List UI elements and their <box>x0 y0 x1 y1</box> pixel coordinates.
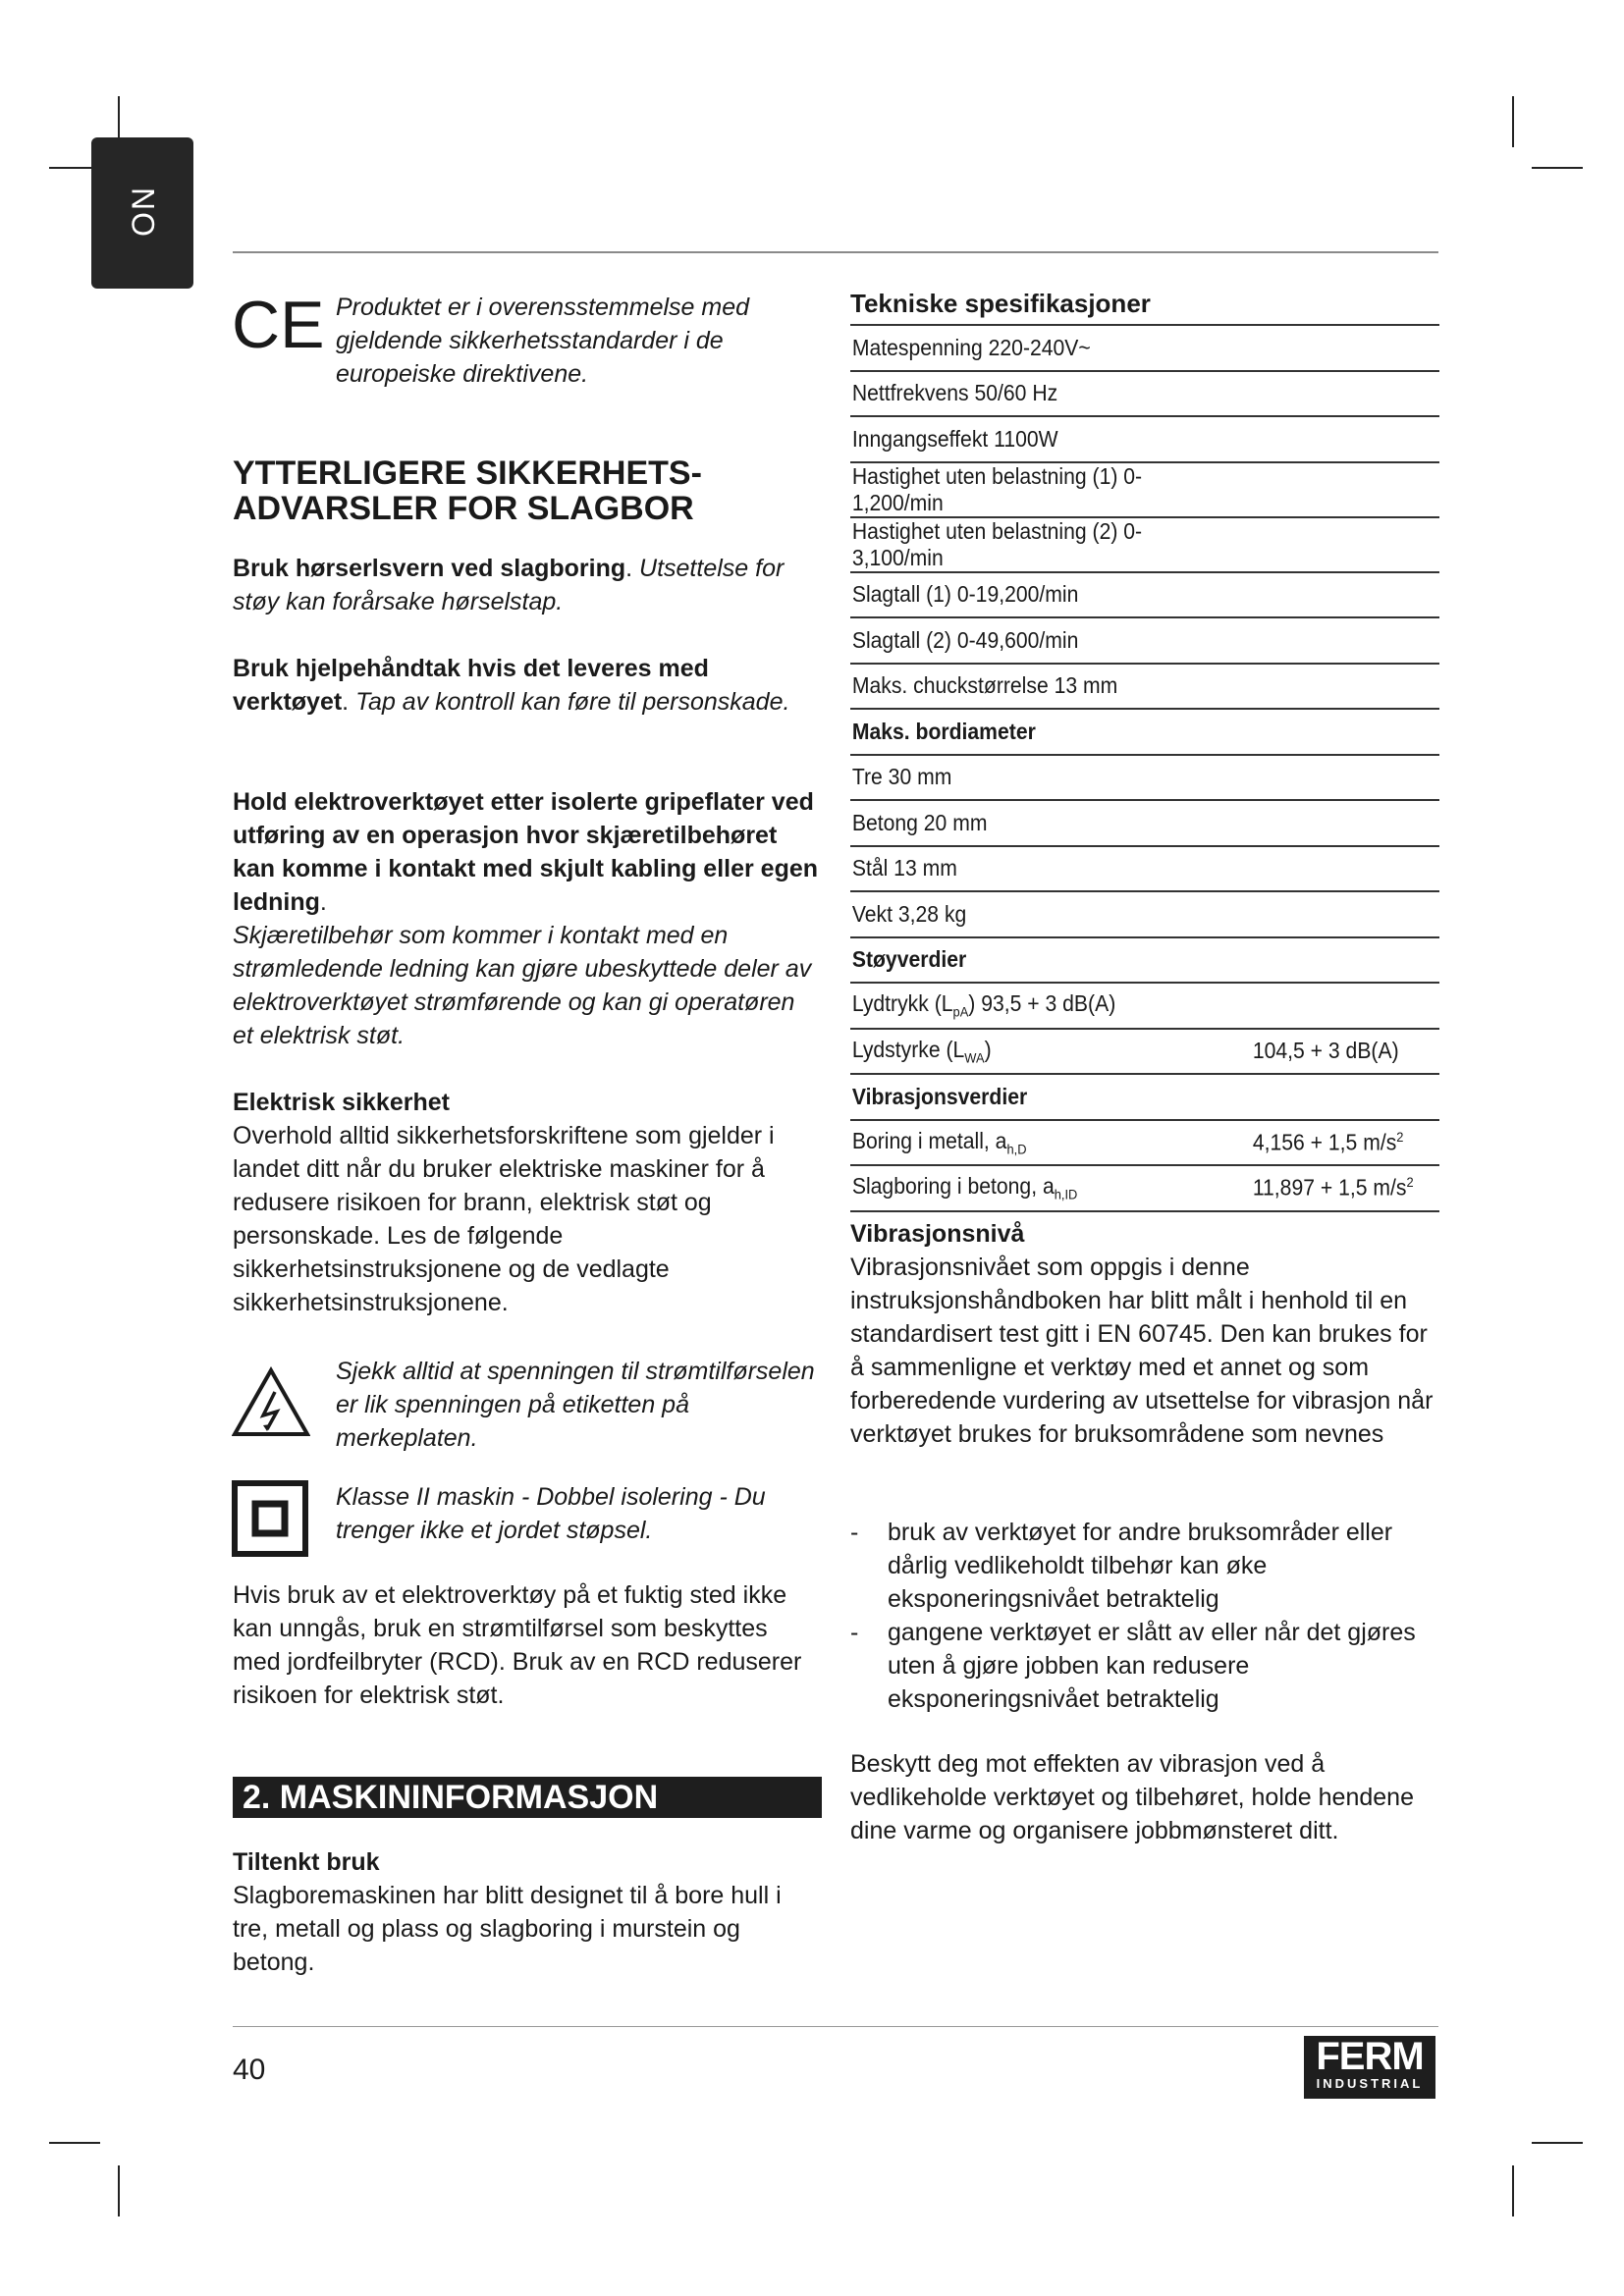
spec-label <box>850 617 1218 664</box>
spec-value <box>1251 617 1425 664</box>
section-heading: YTTERLIGERE SIKKERHETS- ADVARSLER FOR SLAGBOR <box>233 454 702 527</box>
crop-mark <box>1532 2142 1583 2144</box>
spec-label <box>850 371 1218 417</box>
aux-handle-paragraph <box>233 652 822 719</box>
rcd-paragraph: Hvis bruk av et elektroverktøy på et fuktig sted ikke kan unngås, bruk en strømtilførsel som beskyttes med jordfeilbryter (RCD). Bruk av en RCD reduserer risikoen for elektrisk støt. <box>233 1581 802 1709</box>
hearing-protection-italic: Utsettelse for støy kan forårsake hørselstap. <box>233 555 785 615</box>
spec-subscript: h,D <box>1006 1141 1027 1157</box>
spec-row <box>850 1074 1439 1120</box>
spec-row <box>850 800 1439 846</box>
spec-label <box>850 416 1218 462</box>
intended-use-block <box>233 1845 822 1979</box>
spec-label-text: Lydstyrke (L <box>851 1036 965 1062</box>
spec-label-text: Slagtall (2) 0-49,600/min <box>851 626 1079 653</box>
spec-value <box>1251 709 1425 755</box>
logo-sub: INDUSTRIAL <box>1316 2076 1424 2091</box>
spec-label-text: Hastighet uten belastning (2) 0-3,100/min <box>851 517 1143 570</box>
insulated-grip-bold: Hold elektroverktøyet etter isolerte gripeflater ved utføring av en operasjon hvor skjæretilbehøret kan komme i kontakt med skjult kabling eller egen ledning <box>233 788 819 916</box>
language-tab <box>91 137 193 289</box>
spec-label <box>850 517 1218 572</box>
electric-warning-icon <box>232 1366 310 1437</box>
spec-value <box>1251 517 1425 572</box>
list-item <box>850 1616 1439 1713</box>
voltage-note: Sjekk alltid at spenningen til strømtilførselen er lik spenningen på etiketten på merkeplaten. <box>336 1358 815 1452</box>
list-item <box>850 1516 1439 1613</box>
spec-row <box>850 1165 1439 1211</box>
vibration-protect-text: Beskytt deg mot effekten av vibrasjon ved å vedlikeholde verktøyet og tilbehøret, holde hendene dine varme og organisere jobbmønsteret ditt. <box>850 1750 1414 1844</box>
spec-label <box>850 937 1218 984</box>
spec-row <box>850 846 1439 892</box>
spec-value <box>1251 462 1425 517</box>
spec-label-text: Vekt 3,28 kg <box>851 900 967 927</box>
spec-label-text: Lydtrykk (L <box>851 990 953 1017</box>
spec-value <box>1251 371 1425 417</box>
ce-mark-icon <box>232 291 330 359</box>
spec-label <box>850 462 1218 517</box>
bullet-marker: - <box>850 1619 859 1646</box>
spec-value-text: 104,5 + 3 dB(A) <box>1252 1038 1399 1064</box>
language-code: NO <box>125 187 161 239</box>
spec-row <box>850 416 1439 462</box>
spec-value <box>1251 755 1425 801</box>
spec-label-text: Betong 20 mm <box>851 809 988 835</box>
hearing-protection-bold: Bruk hørserlsvern ved slagboring <box>233 555 626 582</box>
spec-label-text: Inngangseffekt 1100W <box>851 425 1058 452</box>
spec-value <box>1251 1120 1425 1166</box>
footer-rule <box>233 2026 1438 2027</box>
intended-use-text: Slagboremaskinen har blitt designet til å bore hull i tre, metall og plass og slagboring i murstein og betong. <box>233 1882 782 1976</box>
spec-row <box>850 983 1439 1029</box>
spec-label <box>850 572 1218 618</box>
spec-label-text: Slagtall (1) 0-19,200/min <box>851 581 1079 608</box>
spec-row <box>850 891 1439 937</box>
spec-label-text: Slagboring i betong, a <box>851 1173 1055 1200</box>
spec-value <box>1251 325 1425 371</box>
spec-value <box>1251 416 1425 462</box>
spec-value <box>1251 937 1425 984</box>
punct: . <box>342 688 356 716</box>
bullet-marker: - <box>850 1519 859 1546</box>
vibration-heading: Vibrasjonsnivå <box>850 1220 1025 1248</box>
spec-row <box>850 617 1439 664</box>
spec-label-tail: ) 93,5 + 3 dB(A) <box>968 990 1116 1017</box>
spec-row <box>850 755 1439 801</box>
spec-row <box>850 325 1439 371</box>
spec-label <box>850 983 1218 1029</box>
aux-handle-italic: Tap av kontroll kan føre til personskade. <box>355 688 790 716</box>
spec-label <box>850 664 1218 710</box>
crop-mark <box>1512 2165 1514 2216</box>
punct: . <box>625 555 640 582</box>
spec-superscript: 2 <box>1396 1128 1404 1145</box>
spec-label-text: Boring i metall, a <box>851 1127 1007 1153</box>
spec-row <box>850 709 1439 755</box>
spec-value <box>1251 664 1425 710</box>
class2-note: Klasse II maskin - Dobbel isolering - Du trenger ikke et jordet støpsel. <box>336 1483 766 1544</box>
spec-label <box>850 755 1218 801</box>
spec-row <box>850 937 1439 984</box>
spec-value-text: 11,897 + 1,5 m/s <box>1252 1175 1407 1201</box>
header-rule <box>233 251 1438 253</box>
ce-statement: Produktet er i overensstemmelse med gjeldende sikkerhetsstandarder i de europeiske direktivene. <box>336 294 750 388</box>
vibration-text: Vibrasjonsnivået som oppgis i denne instruksjonshåndboken har blitt målt i henhold til en standardisert test gitt i EN 60745. Den kan brukes for å sammenligne et verktøy med et annet og som forberedende vurdering av utsettelse for vibrasjon når verktøyet brukes for bruksområdene som nevnes <box>850 1254 1434 1448</box>
spec-row <box>850 517 1439 572</box>
ce-mark-text: CE <box>232 291 325 359</box>
spec-label-text: Stål 13 mm <box>851 855 957 881</box>
spec-label-text: Matespenning 220-240V~ <box>851 334 1091 360</box>
punct: . <box>319 888 327 916</box>
electrical-safety-text: Overhold alltid sikkerhetsforskriftene som gjelder i landet ditt når du bruker elektriske maskiner for å redusere risikoen for brann, elektrisk støt og personskade. Les de følgende sikkerhetsinstruksjonene og de vedlagte sikkerhetsinstruksjonene. <box>233 1122 775 1316</box>
spec-label-text: Vibrasjonsverdier <box>851 1083 1028 1109</box>
spec-row <box>850 371 1439 417</box>
spec-title: Tekniske spesifikasjoner <box>850 289 1151 318</box>
spec-row <box>850 1120 1439 1166</box>
spec-value <box>1251 846 1425 892</box>
spec-label-tail: ) <box>984 1036 992 1062</box>
spec-label <box>850 1029 1218 1075</box>
spec-value <box>1251 983 1425 1029</box>
spec-label <box>850 709 1218 755</box>
spec-superscript: 2 <box>1406 1174 1414 1191</box>
spec-value-text: 4,156 + 1,5 m/s <box>1252 1129 1397 1155</box>
logo-main: FERM <box>1316 2035 1424 2078</box>
electrical-safety-block <box>233 1086 822 1319</box>
bullet-text: bruk av verktøyet for andre bruksområder eller dårlig vedlikeholdt tilbehør kan øke eksponeringsnivået betraktelig <box>888 1519 1393 1613</box>
spec-row <box>850 462 1439 517</box>
spec-label <box>850 1165 1218 1211</box>
ferm-logo <box>1304 2036 1435 2099</box>
spec-subscript: WA <box>964 1049 985 1066</box>
spec-label-text: Maks. chuckstørrelse 13 mm <box>851 672 1118 699</box>
spec-label-text: Nettfrekvens 50/60 Hz <box>851 380 1058 406</box>
spec-value <box>1251 800 1425 846</box>
intended-use-heading: Tiltenkt bruk <box>233 1848 380 1876</box>
spec-value <box>1251 891 1425 937</box>
spec-label <box>850 800 1218 846</box>
hearing-protection-paragraph <box>233 552 822 618</box>
spec-subscript: pA <box>952 1004 969 1021</box>
spec-label <box>850 1074 1218 1120</box>
spec-subscript: h,ID <box>1054 1187 1078 1203</box>
spec-value <box>1251 1074 1425 1120</box>
spec-value <box>1251 1165 1425 1211</box>
spec-label <box>850 325 1218 371</box>
crop-mark <box>1532 167 1583 169</box>
bullet-text: gangene verktøyet er slått av eller når det gjøres uten å gjøre jobben kan redusere eksponeringsnivået betraktelig <box>888 1619 1416 1713</box>
crop-mark <box>1512 96 1514 147</box>
spec-row <box>850 664 1439 710</box>
spec-label <box>850 846 1218 892</box>
aux-handle-bold: Bruk hjelpehåndtak hvis det leveres med verktøyet <box>233 655 709 716</box>
crop-mark <box>49 2142 100 2144</box>
page-number: 40 <box>233 2054 266 2086</box>
spec-label-text: Støyverdier <box>851 946 967 973</box>
spec-value <box>1251 1029 1425 1075</box>
spec-row <box>850 572 1439 618</box>
crop-mark <box>118 2165 120 2216</box>
insulated-grip-italic: Skjæretilbehør som kommer i kontakt med en strømledende ledning kan gjøre ubeskyttede deler av elektroverktøyet strømførende og kan gi operatøren et elektrisk støt. <box>233 922 812 1049</box>
spec-table <box>850 324 1439 1212</box>
electrical-safety-heading: Elektrisk sikkerhet <box>233 1089 450 1116</box>
spec-label-text: Hastighet uten belastning (1) 0-1,200/min <box>851 462 1143 515</box>
machine-info-heading: 2. MASKININFORMASJON <box>233 1777 822 1818</box>
spec-label <box>850 891 1218 937</box>
double-insulation-icon <box>232 1480 308 1557</box>
vibration-block <box>850 1217 1439 1451</box>
insulated-grip-paragraph <box>233 785 822 1052</box>
spec-value <box>1251 572 1425 618</box>
spec-row <box>850 1029 1439 1075</box>
spec-label-text: Maks. bordiameter <box>851 718 1036 744</box>
spec-label <box>850 1120 1218 1166</box>
spec-label-text: Tre 30 mm <box>851 764 952 790</box>
